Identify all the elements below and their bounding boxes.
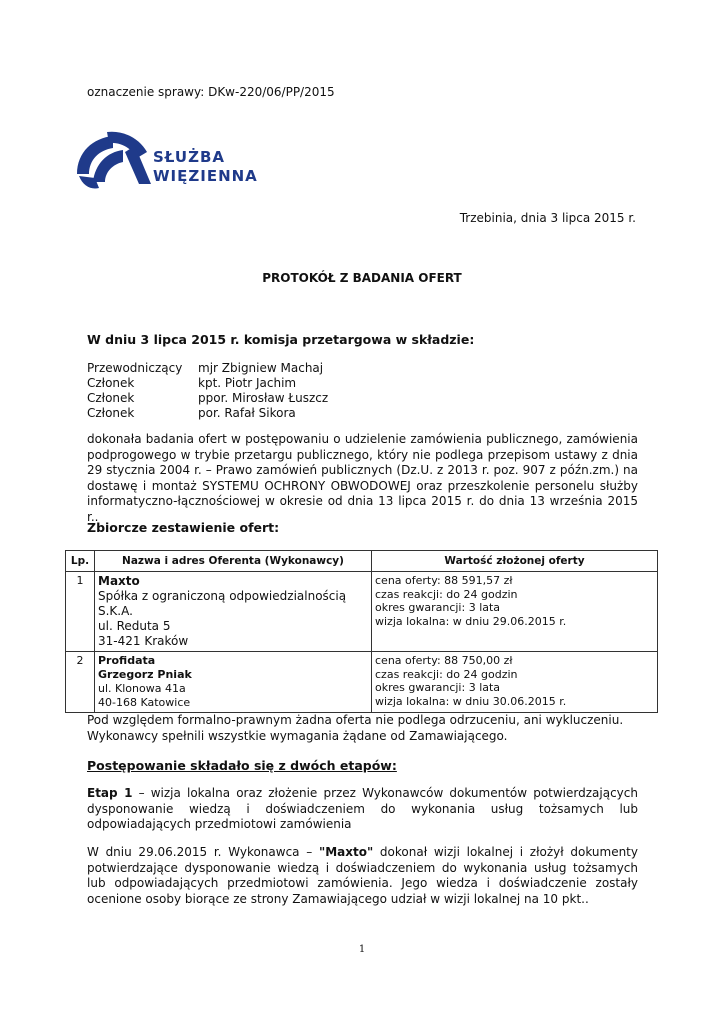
- result-before: W dniu 29.06.2015 r. Wykonawca –: [87, 845, 319, 859]
- result-company: "Maxto": [318, 845, 374, 859]
- formal-line: Wykonawcy spełnili wszystkie wymagania żądane od Zamawiającego.: [87, 728, 508, 743]
- member-row: [87, 406, 328, 421]
- committee-members: [87, 361, 328, 421]
- sluzba-wiezienna-logo: [73, 112, 258, 198]
- offer-response: czas reakcji: do 24 godzin: [375, 587, 518, 601]
- member-role: Przewodniczący: [87, 361, 183, 375]
- offer-price: cena oferty: 88 591,57 zł: [375, 574, 513, 587]
- committee-heading: W dniu 3 lipca 2015 r. komisja przetargowa w składzie:: [87, 332, 475, 347]
- offeror-line: 40-168 Katowice: [98, 696, 191, 709]
- table-header-row: [66, 551, 658, 572]
- member-role: Członek: [87, 391, 135, 405]
- offers-table: [65, 550, 658, 713]
- row-lp: 1: [66, 572, 95, 652]
- row-offer-cell: [372, 572, 658, 652]
- offeror-name: Profidata: [98, 654, 156, 667]
- date-line: Trzebinia, dnia 3 lipca 2015 r.: [459, 211, 636, 225]
- header-lp: Lp.: [66, 551, 95, 572]
- logo-line1: SŁUŻBA: [153, 148, 225, 166]
- offeror-line: Spółka z ograniczoną odpowiedzialnością S.K.A.: [98, 589, 347, 618]
- intro-paragraph: dokonała badania ofert w postępowaniu o udzielenie zamówienia publicznego, zamówienia podprogowego w trybie przetargu publicznego, który nie podlega przepisom ustawy z dnia 29 stycznia 2004 r. – Prawo zamówień publicznych (Dz.U. z 2013 r. poz. 907 z późn.zm.) na dostawę i montaż SYSTEMU OCHRONY OBWODOWEJ oraz przeszkolenie personelu służby informatyczno-łącznościowej w okresie od dnia 13 lipca 2015 r. do dnia 13 września 2015 r..: [87, 432, 638, 524]
- row-offer-cell: [372, 652, 658, 713]
- member-name: ppor. Mirosław Łuszcz: [198, 391, 329, 405]
- document-title: PROTOKÓŁ Z BADANIA OFERT: [262, 271, 462, 285]
- offeror-line: 31-421 Kraków: [98, 634, 189, 648]
- member-role: Członek: [87, 376, 135, 390]
- offer-visit: wizja lokalna: w dniu 30.06.2015 r.: [375, 694, 567, 708]
- member-row: [87, 391, 328, 406]
- stages-heading: Postępowanie składało się z dwóch etapów:: [87, 758, 397, 773]
- stage1-paragraph: [87, 786, 638, 833]
- result-paragraph: [87, 845, 638, 907]
- page-number: 1: [358, 944, 366, 955]
- offer-visit: wizja lokalna: w dniu 29.06.2015 r.: [375, 614, 567, 628]
- member-name: kpt. Piotr Jachim: [198, 376, 297, 390]
- offer-warranty: okres gwarancji: 3 lata: [375, 681, 501, 694]
- case-number: oznaczenie sprawy: DKw-220/06/PP/2015: [87, 85, 335, 99]
- formal-assessment: [87, 713, 647, 744]
- offer-response: czas reakcji: do 24 godzin: [375, 667, 518, 681]
- offer-price: cena oferty: 88 750,00 zł: [375, 654, 513, 667]
- row-lp: 2: [66, 652, 95, 713]
- offeror-line: Grzegorz Pniak: [98, 668, 192, 681]
- result-after: dokonał wizji lokalnej i złożył dokumenty potwierdzające dysponowanie wiedzą i doświadczeniem do wykonania usług tożsamych lub odpowiadających przedmiotowi zamówienia. Jego wiedza i doświadczenie zostały ocenione osoby biorące ze strony Zamawiającego udział w wizji lokalnej na 10 pkt..: [87, 845, 638, 906]
- header-value: Wartość złożonej oferty: [372, 551, 658, 572]
- row-name-cell: [95, 652, 372, 713]
- member-row: [87, 376, 328, 391]
- summary-heading: Zbiorcze zestawienie ofert:: [87, 520, 280, 535]
- member-role: Członek: [87, 406, 135, 420]
- stage1-label: Etap 1: [87, 786, 133, 800]
- logo-emblem-icon: [73, 112, 153, 198]
- stage1-text: – wizja lokalna oraz złożenie przez Wykonawców dokumentów potwierdzających dysponowanie wiedzą i doświadczeniem do wykonania usług tożsamych lub odpowiadających przedmiotowi zamówienia: [87, 786, 638, 831]
- formal-line: Pod względem formalno-prawnym żadna oferta nie podlega odrzuceniu, ani wykluczeniu.: [87, 713, 624, 727]
- offeror-name: Maxto: [98, 574, 140, 588]
- table-row: [66, 572, 658, 652]
- member-name: por. Rafał Sikora: [198, 406, 296, 420]
- logo-line2: WIĘZIENNA: [153, 167, 258, 185]
- table-row: [66, 652, 658, 713]
- header-name: Nazwa i adres Oferenta (Wykonawcy): [95, 551, 372, 572]
- logo-text: [153, 148, 258, 186]
- member-row: [87, 361, 328, 376]
- row-name-cell: [95, 572, 372, 652]
- offer-warranty: okres gwarancji: 3 lata: [375, 601, 501, 614]
- offeror-line: ul. Reduta 5: [98, 619, 171, 633]
- offeror-line: ul. Klonowa 41a: [98, 682, 186, 695]
- member-name: mjr Zbigniew Machaj: [198, 361, 324, 375]
